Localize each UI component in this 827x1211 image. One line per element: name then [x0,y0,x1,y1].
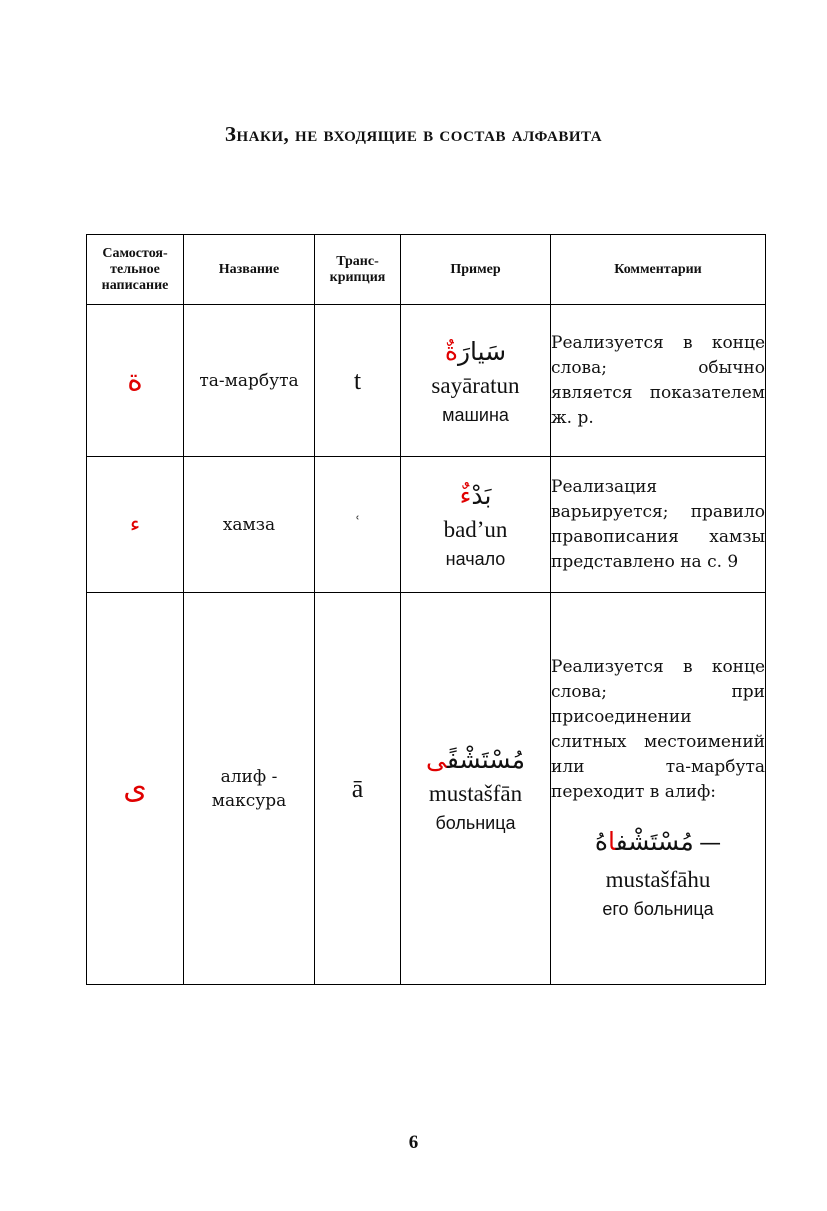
sign-transcription: ʿ [315,457,401,593]
example-arabic [401,333,550,371]
standalone-letter: ء [87,457,184,593]
sign-name: та-марбута [184,305,315,457]
example-latin: mustašfān [428,780,523,806]
table-row [87,593,766,985]
example-cell [401,457,551,593]
example-arabic [401,741,550,779]
signs-table [86,234,766,985]
comment-cell [551,305,766,457]
standalone-letter: ى [87,593,184,985]
comment-example-arabic [595,827,694,856]
example-latin: bad’un [443,516,508,542]
header-example: Пример [401,235,551,305]
standalone-letter: ة [87,305,184,457]
header-name: Название [184,235,315,305]
comment-cell [551,457,766,593]
sign-name: алиф - максура [184,593,315,985]
header-standalone: Самостоя-тельное написание [87,235,184,305]
sign-transcription: ā [315,593,401,985]
example-arabic-base: بَدْ [471,480,492,510]
example-arabic-highlight: ةٌ [444,336,458,366]
page-number: 6 [408,1132,419,1153]
example-arabic-highlight: ءٌ [459,480,472,510]
comment-text: Реализуется в конце слова; обычно является показателем ж. р. [551,332,765,428]
comment-example [551,823,765,923]
example-arabic [401,477,550,515]
example-arabic-base: مُسْتَشْفً [446,744,526,774]
header-comments: Комментарии [551,235,766,305]
example-gloss: машина [442,404,509,425]
comment-arabic-end: هُ [594,826,608,856]
example-arabic-base: سَيارَ [457,336,507,366]
example-gloss: больница [435,812,516,833]
example-gloss: начало [445,548,506,569]
comment-arabic-base: مُسْتَشْف [615,826,694,856]
header-transcription: Транс-крипция [315,235,401,305]
table-row [87,305,766,457]
comment-text: Реализуется в конце слова; при присоединении слитных местоимений или та-марбута переходит в алиф: [551,656,765,802]
sign-name: хамза [184,457,315,593]
example-cell [401,305,551,457]
comment-text: Реализация варьируется; правило правописания хамзы представлено на с. 9 [551,476,765,572]
table-row [87,457,766,593]
example-latin: sayāratun [431,372,520,398]
table-header-row [87,235,766,305]
example-cell [401,593,551,985]
comment-cell [551,593,766,985]
page-title: Знаки, не входящие в состав алфавита [224,122,603,146]
comment-example-latin: mustašfāhu [605,866,711,892]
comment-example-gloss: его больница [602,898,714,919]
comment-dash: — [699,830,722,856]
comment-arabic-highlight: ا [607,826,616,856]
example-arabic-highlight: ى [425,744,447,774]
sign-transcription: t [315,305,401,457]
